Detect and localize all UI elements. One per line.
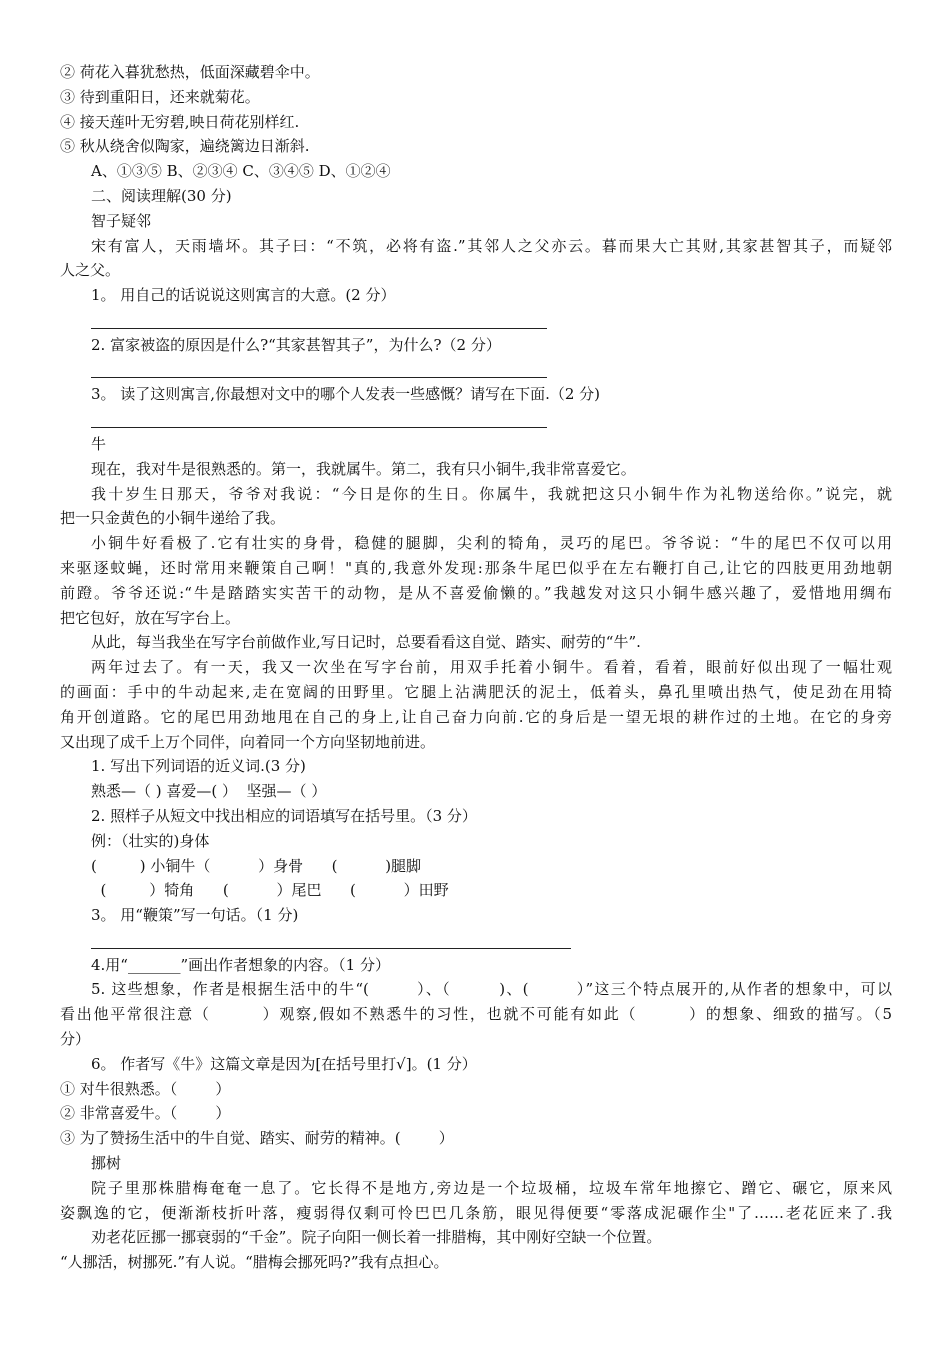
choice-item-3: ③ 待到重阳日，还来就菊花。 xyxy=(60,87,260,106)
story1-title: 智子疑邻 xyxy=(91,211,152,230)
story2-paragraph-line: 前蹬。爷爷还说:“牛是踏踏实实苦干的动物，是从不喜爱偷懒的。”我越发对这只小铜牛感兴趣了，爱惜地用绸布 xyxy=(60,583,892,602)
example-line: 例：（壮实的)身体 xyxy=(91,831,210,850)
story2-question-5-line: 看出他平常很注意（ ）观察,假如不熟悉牛的习性，也就不可能有如此（ ）的想象、细致的描写。（5 xyxy=(60,1005,892,1024)
choice-item-5: ⑤ 秋从绕舍似陶家，遍绕篱边日渐斜. xyxy=(60,137,310,156)
answer-line[interactable] xyxy=(60,407,892,432)
story2-paragraph: 从此，每当我坐在写字台前做作业,写日记时，总要看看这自觉、踏实、耐劳的“牛”. xyxy=(91,633,641,652)
story2-paragraph: 现在，我对牛是很熟悉的。第一，我就属牛。第二，我有只小铜牛,我非常喜爱它。 xyxy=(91,459,636,478)
story2-question-1: 1. 写出下列词语的近义词.(3 分) xyxy=(91,757,306,776)
choice-item-2: ② 荷花入暮犹愁热，低面深藏碧伞中。 xyxy=(60,63,320,81)
story2-question-3: 3。 用“鞭策”写一句话。（1 分) xyxy=(91,906,299,925)
story2-paragraph-line: 的画面：手中的牛动起来,走在宽阔的田野里。它腿上沾满肥沃的泥土，低着头，鼻孔里喷出热气，使足劲在用犄 xyxy=(60,682,892,701)
choice-item-4: ④ 接天莲叶无穷碧,映日荷花别样红. xyxy=(60,112,300,131)
story2-question-2: 2. 照样子从短文中找出相应的词语填写在括号里。（3 分） xyxy=(91,806,477,825)
story1-text-line: 人之父。 xyxy=(60,261,121,280)
story2-paragraph-line: 把它包好，放在写字台上。 xyxy=(60,608,241,627)
story3-paragraph-line: 劝老花匠挪一挪衰弱的“千金”。院子向阳一侧长着一排腊梅，其中刚好空缺一个位置。 xyxy=(91,1228,662,1247)
story2-question-6: 6。 作者写《牛》这篇文章是因为[在括号里打√]。(1 分） xyxy=(91,1054,477,1073)
answer-line[interactable] xyxy=(60,928,892,953)
story2-title: 牛 xyxy=(91,434,107,453)
story2-question-5-line: 分） xyxy=(60,1030,91,1049)
story2-paragraph-line: 又出现了成千上万个同伴，向着同一个方向坚韧地前进。 xyxy=(60,732,436,751)
story3-paragraph-line: 姿飘逸的它，便渐渐枝折叶落，瘦弱得仅剩可怜巴巴几条筋，眼见得便要“零落成泥碾作尘"了……老花匠来了.我 xyxy=(60,1203,892,1222)
story1-question-3: 3。 读了这则寓言,你最想对文中的哪个人发表一些感慨？请写在下面.（2 分) xyxy=(91,385,601,404)
fill-blanks-row[interactable]: ( ）犄角 ( ）尾巴 ( ）田野 xyxy=(91,881,449,900)
story1-question-2: 2. 富家被盗的原因是什么?“其家甚智其子”，为什么?（2 分） xyxy=(91,335,501,354)
story2-question-5-line: 5. 这些想象，作者是根据生活中的牛“( ）、（ )、( ）”这三个特点展开的,从作者的想象中，可以 xyxy=(91,980,892,999)
answer-line[interactable] xyxy=(60,358,892,383)
choice-options: A、①③⑤ B、②③④ C、③④⑤ D、①②④ xyxy=(91,162,391,181)
q6-option-3[interactable]: ③ 为了赞扬生活中的牛自觉、踏实、耐劳的精神。( ） xyxy=(60,1129,454,1148)
story2-paragraph-line: 来驱逐蚊蝇，还时常用来鞭策自己啊！"真的,我意外发现:那条牛尾巴似乎在左右鞭打自己,让它的四肢更用劲地朝 xyxy=(60,558,892,577)
story3-paragraph-line: 院子里那株腊梅奄奄一息了。它长得不是地方,旁边是一个垃圾桶，垃圾车常年地擦它、蹭它、碾它，原来风 xyxy=(91,1178,892,1197)
story2-paragraph-line: 我十岁生日那天，爷爷对我说：“今日是你的生日。你属牛，我就把这只小铜牛作为礼物送给你。”说完，就 xyxy=(91,484,892,503)
q6-option-1[interactable]: ① 对牛很熟悉。（ ） xyxy=(60,1079,231,1098)
story2-question-4: 4.用“_______”画出作者想象的内容。（1 分） xyxy=(91,955,390,974)
story1-question-1: 1。 用自己的话说说这则寓言的大意。(2 分） xyxy=(91,286,396,305)
synonym-blanks[interactable]: 熟悉—（ ) 喜爱—( ） 坚强—（ ） xyxy=(91,782,327,801)
fill-blanks-row[interactable]: ( ) 小铜牛（ ）身骨 ( )腿脚 xyxy=(91,856,422,875)
story2-paragraph-line: 角开创道路。它的尾巴用劲地甩在自己的身上,让自己奋力向前.它的身后是一望无垠的耕作过的土地。在它的身旁 xyxy=(60,707,892,726)
document-page xyxy=(60,60,892,1275)
story1-text-line: 宋有富人，天雨墙坏。其子曰：“不筑，必将有盗.”其邻人之父亦云。暮而果大亡其财,其家甚智其子，而疑邻 xyxy=(91,236,892,255)
answer-line[interactable] xyxy=(60,308,892,333)
story3-title: 挪树 xyxy=(91,1154,122,1173)
story2-paragraph-line: 把一只金黄色的小铜牛递给了我。 xyxy=(60,509,286,528)
section-heading: 二、阅读理解(30 分) xyxy=(91,186,232,205)
story3-paragraph: “人挪活，树挪死.”有人说。“腊梅会挪死吗?”我有点担心。 xyxy=(60,1253,449,1272)
q6-option-2[interactable]: ② 非常喜爱牛。（ ） xyxy=(60,1104,231,1123)
story2-paragraph-line: 两年过去了。有一天，我又一次坐在写字台前，用双手托着小铜牛。看着，看着，眼前好似出现了一幅壮观 xyxy=(91,658,892,677)
story2-paragraph-line: 小铜牛好看极了.它有壮实的身骨，稳健的腿脚，尖利的犄角，灵巧的尾巴。爷爷说：“牛的尾巴不仅可以用 xyxy=(91,534,892,553)
